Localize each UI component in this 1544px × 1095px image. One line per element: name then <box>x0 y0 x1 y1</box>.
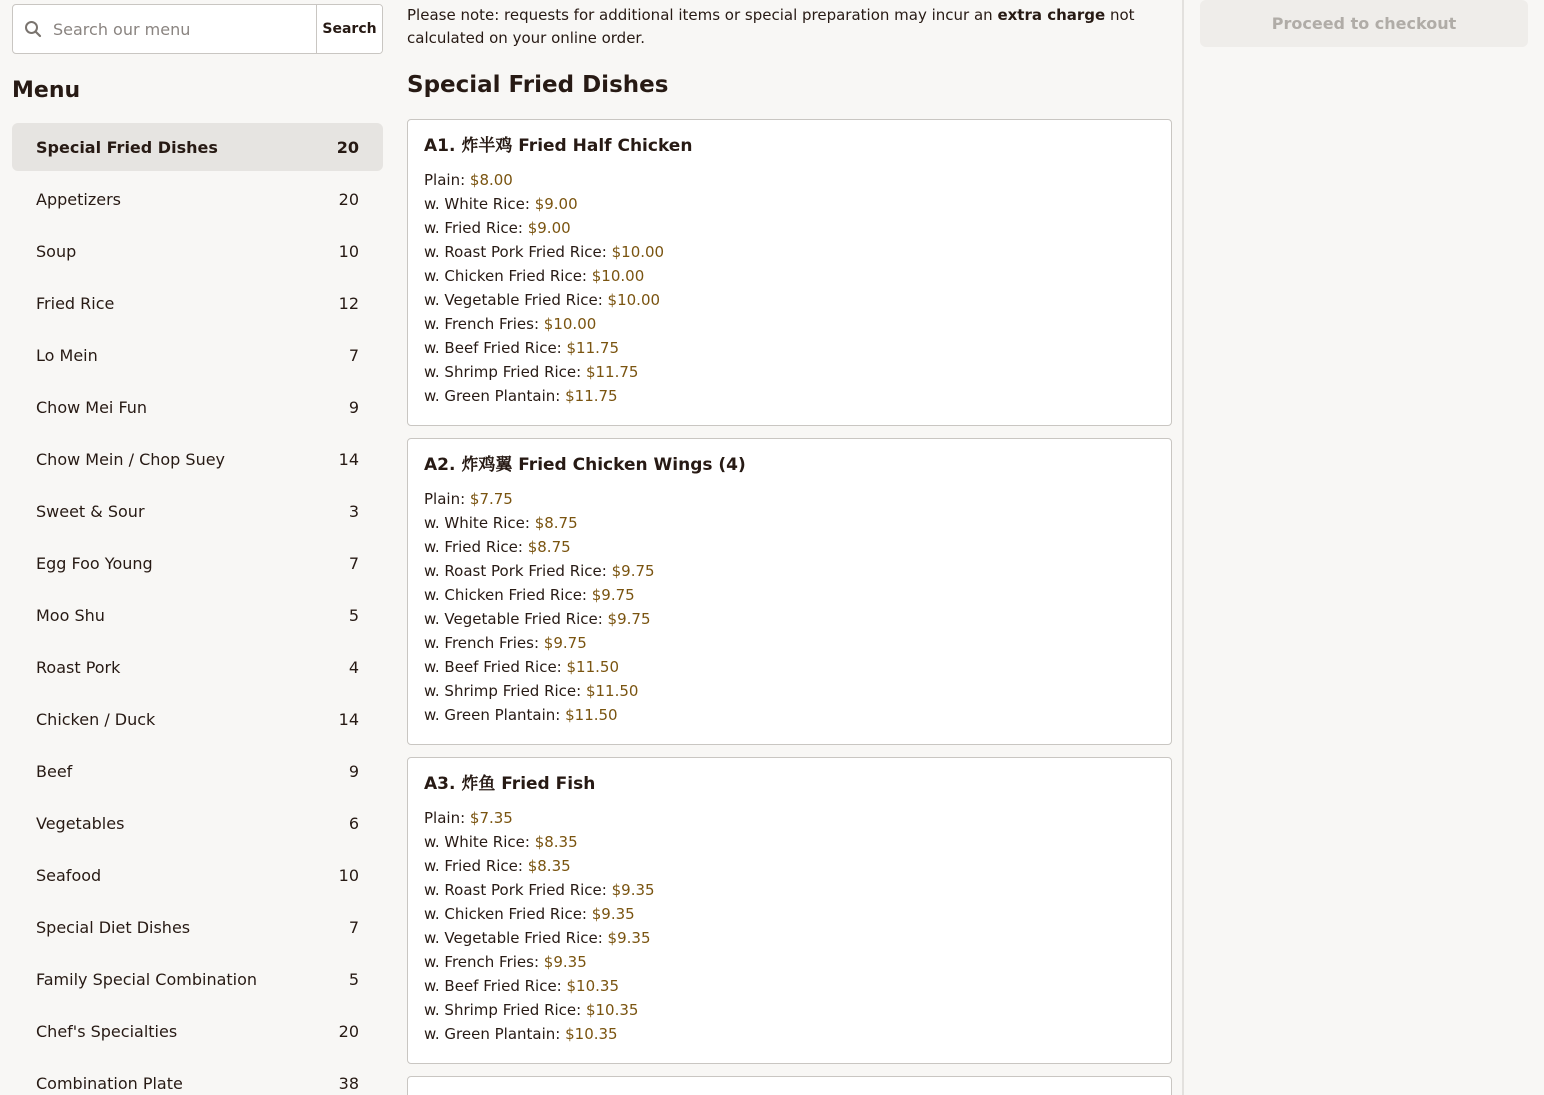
sidebar-item-label: Chow Mei Fun <box>36 397 148 417</box>
price-option <box>424 240 1155 264</box>
price-option <box>424 655 1155 679</box>
sidebar-item-count: 14 <box>338 449 359 469</box>
dish-list <box>407 119 1172 1095</box>
price-option <box>424 1022 1155 1046</box>
price-option-amount: $11.75 <box>565 387 618 405</box>
sidebar-item-label: Chow Mein / Chop Suey <box>36 449 226 469</box>
price-option <box>424 360 1155 384</box>
price-option-label: w. Roast Pork Fried Rice: <box>424 881 612 899</box>
sidebar-item-label: Egg Foo Young <box>36 553 153 573</box>
price-option <box>424 168 1155 192</box>
price-option-label: Plain: <box>424 171 470 189</box>
sidebar-item[interactable] <box>12 695 383 743</box>
sidebar-item-count: 7 <box>348 917 359 937</box>
search-button[interactable]: Search <box>316 5 382 53</box>
sidebar-item-label: Fried Rice <box>36 293 115 313</box>
sidebar-item[interactable] <box>12 227 383 275</box>
sidebar-item[interactable] <box>12 123 383 171</box>
price-option-label: w. French Fries: <box>424 634 544 652</box>
price-option-label: w. Roast Pork Fried Rice: <box>424 243 612 261</box>
price-option-label: w. White Rice: <box>424 514 535 532</box>
sidebar-item-count: 9 <box>348 761 359 781</box>
sidebar-item[interactable] <box>12 487 383 535</box>
sidebar-item-count: 38 <box>338 1073 359 1093</box>
sidebar-item[interactable] <box>12 383 383 431</box>
sidebar-item-label: Chef's Specialties <box>36 1021 178 1041</box>
price-option <box>424 192 1155 216</box>
price-option-label: w. Green Plantain: <box>424 706 566 724</box>
sidebar-item-label: Moo Shu <box>36 605 105 625</box>
price-option-amount: $11.50 <box>585 682 639 700</box>
price-option <box>424 216 1155 240</box>
price-option <box>424 950 1155 974</box>
sidebar-item-count: 14 <box>338 709 359 729</box>
price-option-amount: $9.00 <box>527 219 571 237</box>
price-option <box>424 336 1155 360</box>
sidebar-item[interactable] <box>12 175 383 223</box>
sidebar-item-count: 6 <box>348 813 359 833</box>
sidebar-item-count: 10 <box>338 241 359 261</box>
price-option <box>424 264 1155 288</box>
menu-category-list <box>12 123 383 1095</box>
price-option-label: w. Green Plantain: <box>424 1025 566 1043</box>
price-option-amount: $8.00 <box>469 171 513 189</box>
price-option-amount: $8.75 <box>534 514 578 532</box>
menu-content <box>407 0 1172 1095</box>
price-option-amount: $7.35 <box>469 809 513 827</box>
sidebar-item-count: 3 <box>348 501 359 521</box>
price-option-amount: $11.50 <box>566 658 619 676</box>
dish-name: A3. 炸鱼 Fried Fish <box>424 774 596 794</box>
price-option-amount: $11.50 <box>565 706 618 724</box>
sidebar-item[interactable] <box>12 799 383 847</box>
price-option-label: w. Beef Fried Rice: <box>424 339 567 357</box>
sidebar-item-count: 20 <box>338 189 359 209</box>
price-option-amount: $9.75 <box>607 610 651 628</box>
menu-heading: Menu <box>12 78 81 103</box>
price-option-label: w. Beef Fried Rice: <box>424 977 567 995</box>
search-icon <box>13 5 53 53</box>
price-option-label: w. White Rice: <box>424 195 535 213</box>
sidebar-item-label: Family Special Combination <box>36 969 258 989</box>
price-option <box>424 487 1155 511</box>
price-option-label: w. White Rice: <box>424 833 535 851</box>
note-text-after: not calculated on your online order. <box>407 6 1135 47</box>
price-option-amount: $9.00 <box>534 195 578 213</box>
price-option-label: w. Roast Pork Fried Rice: <box>424 562 612 580</box>
price-option <box>424 703 1155 727</box>
sidebar-item[interactable] <box>12 331 383 379</box>
sidebar-item-count: 10 <box>338 865 359 885</box>
column-divider <box>1182 0 1184 1095</box>
sidebar-item-label: Roast Pork <box>36 657 121 677</box>
sidebar-item[interactable] <box>12 435 383 483</box>
price-option-amount: $11.75 <box>566 339 619 357</box>
sidebar-item-label: Sweet & Sour <box>36 501 145 521</box>
price-option-amount: $8.75 <box>527 538 571 556</box>
price-option <box>424 384 1155 408</box>
dish-name: A1. 炸半鸡 Fried Half Chicken <box>424 136 693 156</box>
sidebar-item-count: 7 <box>348 553 359 573</box>
dish-card[interactable] <box>407 757 1172 1064</box>
price-option-label: w. French Fries: <box>424 953 544 971</box>
sidebar-item-count: 5 <box>348 605 359 625</box>
sidebar-item-label: Lo Mein <box>36 345 98 365</box>
search-box <box>12 4 383 54</box>
sidebar-item-label: Seafood <box>36 865 102 885</box>
sidebar-item[interactable] <box>12 591 383 639</box>
price-option-amount: $10.35 <box>565 1025 618 1043</box>
price-option <box>424 830 1155 854</box>
price-option-label: Plain: <box>424 809 470 827</box>
price-option-amount: $10.00 <box>543 315 597 333</box>
note-text-before: Please note: requests for additional items or special preparation may incur an <box>407 6 998 24</box>
price-option <box>424 631 1155 655</box>
price-option-amount: $10.35 <box>566 977 619 995</box>
dish-name: A2. 炸鸡翼 Fried Chicken Wings (4) <box>424 455 746 475</box>
sidebar-item[interactable] <box>12 279 383 327</box>
price-option <box>424 998 1155 1022</box>
price-option-amount: $9.75 <box>543 634 587 652</box>
price-option-label: w. Chicken Fried Rice: <box>424 586 592 604</box>
price-option <box>424 854 1155 878</box>
price-option <box>424 288 1155 312</box>
price-option-label: w. Beef Fried Rice: <box>424 658 567 676</box>
price-option-amount: $9.35 <box>591 905 635 923</box>
price-option-amount: $9.75 <box>591 586 635 604</box>
price-option-amount: $9.35 <box>607 929 651 947</box>
sidebar-item-label: Special Diet Dishes <box>36 917 191 937</box>
sidebar-item-count: 5 <box>348 969 359 989</box>
price-option <box>424 559 1155 583</box>
price-option-label: w. Shrimp Fried Rice: <box>424 1001 586 1019</box>
price-option-label: w. Fried Rice: <box>424 219 528 237</box>
price-option-label: w. Shrimp Fried Rice: <box>424 682 586 700</box>
price-option-label: w. Fried Rice: <box>424 857 528 875</box>
sidebar-item-label: Soup <box>36 241 77 261</box>
sidebar-item-label: Combination Plate <box>36 1073 183 1093</box>
price-option-amount: $10.00 <box>607 291 661 309</box>
price-option-amount: $9.35 <box>611 881 655 899</box>
price-option-amount: $9.35 <box>543 953 587 971</box>
search-input[interactable] <box>53 5 316 53</box>
price-option <box>424 926 1155 950</box>
sidebar-item[interactable] <box>12 903 383 951</box>
price-option <box>424 312 1155 336</box>
sidebar-item[interactable] <box>12 851 383 899</box>
price-option-label: w. Fried Rice: <box>424 538 528 556</box>
proceed-to-checkout-button[interactable]: Proceed to checkout <box>1200 0 1528 47</box>
price-option-label: w. Vegetable Fried Rice: <box>424 610 608 628</box>
price-option <box>424 806 1155 830</box>
sidebar-item[interactable] <box>12 955 383 1003</box>
price-option-label: w. French Fries: <box>424 315 544 333</box>
price-option-amount: $10.35 <box>585 1001 639 1019</box>
price-option <box>424 535 1155 559</box>
price-option-amount: $7.75 <box>469 490 513 508</box>
sidebar-item-label: Chicken / Duck <box>36 709 156 729</box>
dish-card[interactable] <box>407 1076 1172 1095</box>
price-option-label: w. Shrimp Fried Rice: <box>424 363 586 381</box>
sidebar-item[interactable] <box>12 539 383 587</box>
price-option <box>424 679 1155 703</box>
dish-card[interactable] <box>407 119 1172 426</box>
price-option-label: w. Green Plantain: <box>424 387 566 405</box>
price-option <box>424 583 1155 607</box>
price-option-label: Plain: <box>424 490 470 508</box>
sidebar-item[interactable] <box>12 747 383 795</box>
price-option-amount: $9.75 <box>611 562 655 580</box>
price-option-label: w. Vegetable Fried Rice: <box>424 929 608 947</box>
price-option <box>424 878 1155 902</box>
sidebar-item-label: Beef <box>36 761 73 781</box>
price-option-amount: $11.75 <box>585 363 639 381</box>
dish-card[interactable] <box>407 438 1172 745</box>
price-option-label: w. Chicken Fried Rice: <box>424 905 592 923</box>
sidebar-item-count: 9 <box>348 397 359 417</box>
sidebar-item-count: 12 <box>338 293 359 313</box>
price-option <box>424 902 1155 926</box>
sidebar-item-count: 4 <box>348 657 359 677</box>
section-title: Special Fried Dishes <box>407 72 669 98</box>
price-option-amount: $10.00 <box>611 243 665 261</box>
price-option <box>424 607 1155 631</box>
sidebar-item-label: Appetizers <box>36 189 121 209</box>
price-option <box>424 511 1155 535</box>
note-text-bold: extra charge <box>997 6 1106 24</box>
price-option-label: w. Vegetable Fried Rice: <box>424 291 608 309</box>
menu-sidebar <box>0 0 395 1095</box>
sidebar-item[interactable] <box>12 1059 383 1095</box>
sidebar-item-label: Vegetables <box>36 813 125 833</box>
sidebar-item-count: 7 <box>348 345 359 365</box>
sidebar-item-count: 20 <box>336 137 359 157</box>
price-option-amount: $10.00 <box>591 267 645 285</box>
price-option-label: w. Chicken Fried Rice: <box>424 267 592 285</box>
extra-charge-note <box>407 4 1172 50</box>
sidebar-item-label: Special Fried Dishes <box>36 137 218 157</box>
price-option-amount: $8.35 <box>527 857 571 875</box>
sidebar-item[interactable] <box>12 643 383 691</box>
sidebar-item[interactable] <box>12 1007 383 1055</box>
price-option-amount: $8.35 <box>534 833 578 851</box>
sidebar-item-count: 20 <box>338 1021 359 1041</box>
price-option <box>424 974 1155 998</box>
